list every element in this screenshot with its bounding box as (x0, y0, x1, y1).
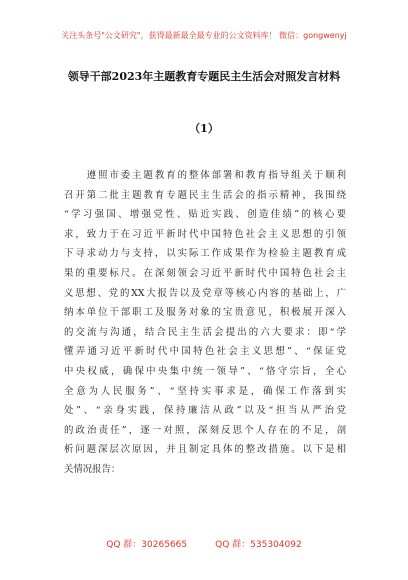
section-number: （1） (189, 122, 219, 135)
body-line: 纳本单位干部职工及服务对象的宝贵意见，积极展开深入 (64, 307, 346, 319)
body-line: 求，致力于在习近平新时代中国特色社会主义思想的引领 (64, 228, 346, 240)
body-line: 的政治责任”，逐一对照，深刻反思个人存在的不足，剖 (64, 424, 346, 436)
body-line: 义思想、党的XX大报告以及党章等核心内容的基础上，广 (64, 287, 346, 299)
document-title: 领导干部2023年主题教育专题民主生活会对照发言材料 (67, 70, 341, 83)
body-line: 中央权威，确保中央集中统一领导”、“恪守宗旨，全心 (64, 365, 346, 377)
body-line: 处”、“亲身实践，保持廉洁从政”以及“担当从严治党 (64, 405, 346, 417)
footer-qq-group-2: QQ 群：535304092 (215, 540, 302, 550)
body-line: 果的重要标尺。在深刻领会习近平新时代中国特色社会主 (64, 267, 346, 279)
body-line: 遵照市委主题教育的整体部署和教育指导组关于顺利 (64, 170, 346, 181)
body-line: “学习强国、增强党性、贴近实践、创造佳绩”的核心要 (64, 209, 346, 221)
body-line: 懂弄通习近平新时代中国特色社会主义思想”、“保证党 (64, 346, 346, 358)
header-banner: 关注头条号"公文研究"，获得最新最全最专业的公文资料库！ 微信：gongwenyj (61, 31, 347, 40)
body-line: 的交流与沟通，结合民主生活会提出的六大要求：即“学 (64, 326, 346, 338)
footer-qq-group-1: QQ 群：30265665 (106, 540, 188, 550)
body-line: 下寻求动力与支持，以实际工作成果作为检验主题教育成 (64, 248, 346, 260)
body-line: 召开第二批主题教育专题民主生活会的指示精神，我围绕 (64, 189, 346, 201)
body-line: 关情况报告： (64, 463, 121, 475)
body-line: 析问题深层次原因，并且制定具体的整改措施。以下是相 (64, 444, 346, 456)
body-line: 全意为人民服务”、“坚持实事求是，确保工作落到实 (64, 385, 346, 397)
body-text (64, 166, 346, 480)
footer-contact (0, 537, 408, 550)
